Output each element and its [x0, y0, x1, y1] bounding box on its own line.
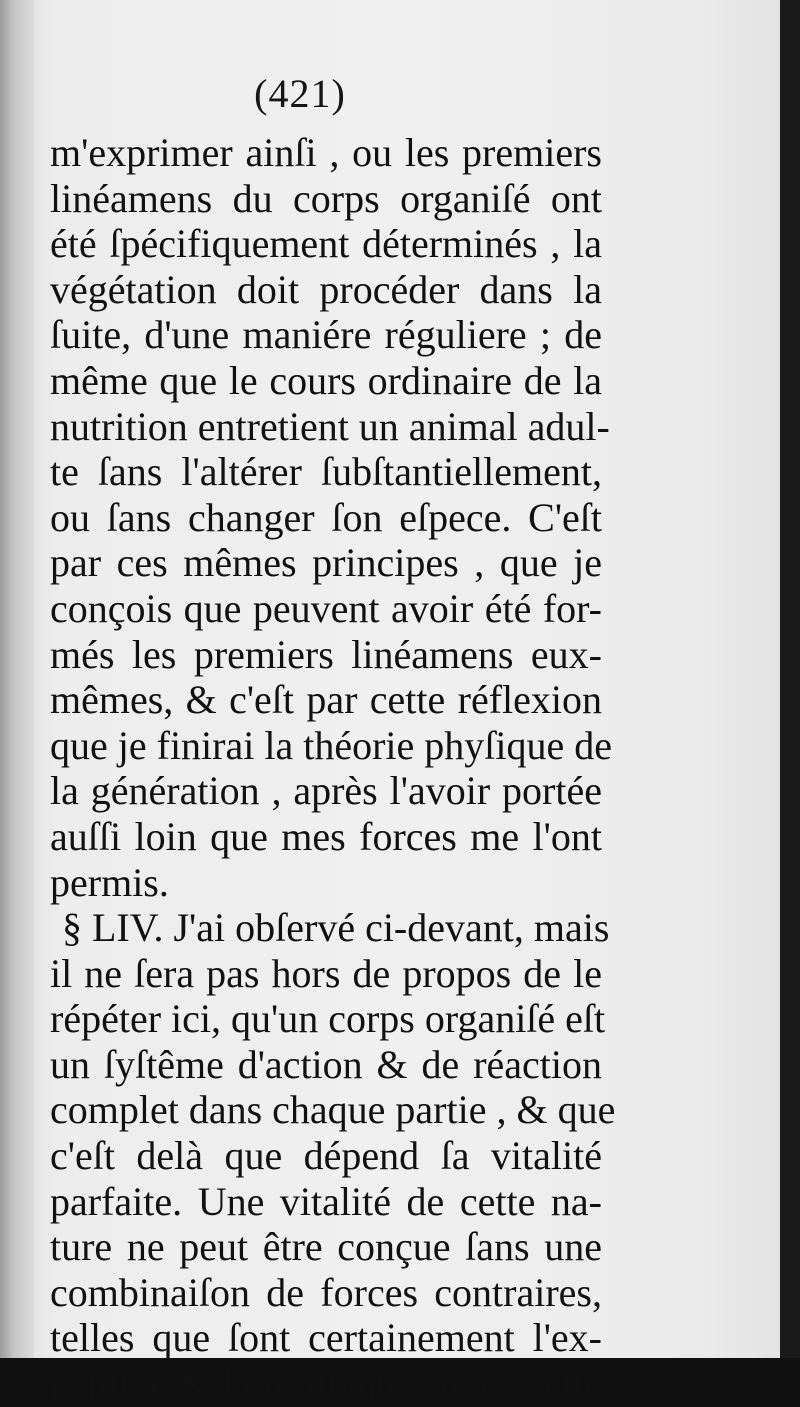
text-line: un ſyſtême d'action & de réaction — [50, 1041, 602, 1087]
text-line: ſuite, d'une maniére réguliere ; de — [50, 312, 602, 358]
text-line: te ſans l'altérer ſubſtantiellement, — [50, 449, 602, 495]
text-line: il ne ſera pas hors de propos de le — [50, 950, 602, 996]
text-line: linéamens du corps organiſé ont — [50, 175, 602, 221]
text-line: m'exprimer ainſi , ou les premiers — [50, 130, 602, 175]
text-line: ou ſans changer ſon eſpece. C'eſt — [50, 494, 602, 540]
text-line: végétation doit procéder dans la — [50, 266, 602, 312]
text-line: combinaiſon de forces contraires, — [50, 1269, 602, 1315]
paragraph-end-line: permis. — [50, 859, 169, 905]
text-line: par ces mêmes principes , que je — [50, 540, 602, 586]
text-line: parfaite. Une vitalité de cette na- — [50, 1178, 602, 1224]
text-line: auſſi loin que mes forces me l'ont — [50, 813, 602, 859]
text-line: la génération , après l'avoir portée — [50, 768, 602, 814]
text-line: telles que ſont certainement l'ex- — [50, 1315, 602, 1361]
text-line: nutrition entretient un animal adul- — [50, 403, 610, 449]
text-line: que je finirai la théorie phyſique de — [50, 722, 613, 768]
text-line: complet dans chaque partie , & que — [50, 1087, 616, 1133]
text-line: panſive & la réſiſtante ; mais cette — [50, 1361, 602, 1407]
text-line: c'eſt delà que dépend ſa vitalité — [50, 1133, 602, 1179]
text-line: ture ne peut être conçue ſans une — [50, 1224, 602, 1270]
text-line: même que le cours ordinaire de la — [50, 357, 602, 403]
text-line: conçois que peuvent avoir été for- — [50, 585, 602, 631]
text-line: mêmes, & c'eſt par cette réflexion — [50, 677, 602, 723]
page-edge-shadow — [780, 0, 800, 1358]
page-number: (421) — [254, 71, 346, 116]
text-line: répéter ici, qu'un corps organiſé eſt — [50, 996, 606, 1042]
text-line: été ſpécifiquement déterminés , la — [50, 221, 602, 267]
body-text — [50, 130, 616, 1407]
section-heading-line: § LIV. J'ai obſervé ci-devant, mais — [62, 905, 610, 951]
text-line: més les premiers linéamens eux- — [50, 631, 602, 677]
page-gutter-shadow — [0, 0, 34, 1358]
